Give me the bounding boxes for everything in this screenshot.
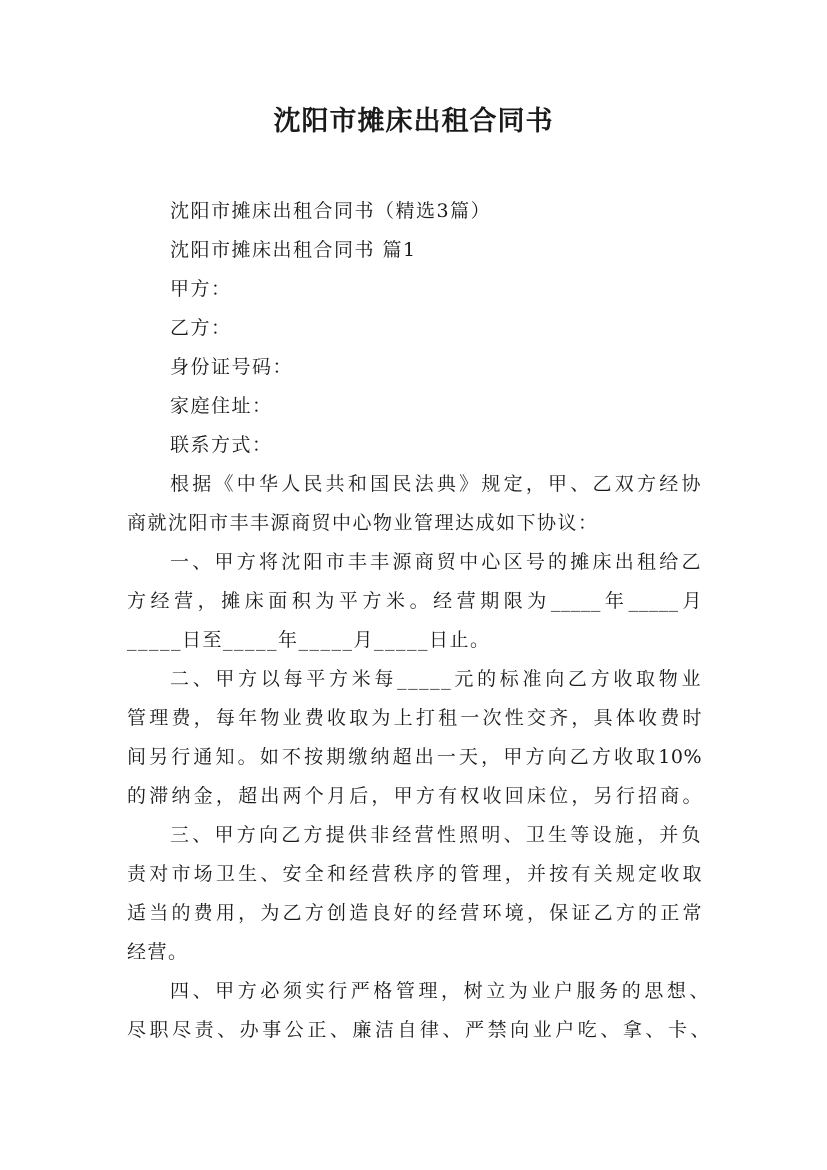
paragraph-line: 商就沈阳市丰丰源商贸中心物业管理达成如下协议： bbox=[127, 512, 599, 534]
contact-label: 联系方式： bbox=[170, 434, 273, 456]
id-number-label: 身份证号码： bbox=[170, 356, 294, 378]
paragraph-line: 四、甲方必须实行严格管理，树立为业户服务的思想、 bbox=[170, 980, 710, 1002]
paragraph-line: 三、甲方向乙方提供非经营性照明、卫生等设施，并负 bbox=[170, 824, 702, 846]
paragraph-line: 间另行通知。如不按期缴纳超出一天，甲方向乙方收取10% bbox=[127, 746, 702, 768]
paragraph-line: 责对市场卫生、安全和经营秩序的管理，并按有关规定收取 bbox=[127, 863, 702, 885]
paragraph-line: 管理费，每年物业费收取为上打租一次性交齐，具体收费时 bbox=[127, 707, 702, 729]
paragraph-line: 方经营，摊床面积为平方米。经营期限为_____年_____月 bbox=[127, 590, 702, 612]
paragraph-line: 一、甲方将沈阳市丰丰源商贸中心区号的摊床出租给乙 bbox=[170, 551, 702, 573]
document-title: 沈阳市摊床出租合同书 bbox=[273, 106, 554, 137]
paragraph-line: 根据《中华人民共和国民法典》规定，甲、乙双方经协 bbox=[170, 473, 702, 495]
paragraph-line: 尽职尽责、办事公正、廉洁自律、严禁向业户吃、拿、卡、 bbox=[127, 1019, 710, 1041]
paragraph-line: 经营。 bbox=[127, 941, 189, 963]
paragraph-line: 的滞纳金，超出两个月后，甲方有权收回床位，另行招商。 bbox=[127, 785, 702, 807]
document-subtitle: 沈阳市摊床出租合同书（精选3篇） bbox=[170, 200, 492, 222]
paragraph-line: 二、甲方以每平方米每_____元的标准向乙方收取物业 bbox=[170, 668, 702, 690]
party-a-label: 甲方： bbox=[170, 278, 232, 300]
paragraph-line: _____日至_____年_____月_____日止。 bbox=[127, 629, 491, 651]
home-address-label: 家庭住址： bbox=[170, 395, 273, 417]
paragraph-line: 适当的费用，为乙方创造良好的经营环境，保证乙方的正常 bbox=[127, 902, 702, 924]
party-b-label: 乙方： bbox=[170, 317, 232, 339]
section-heading: 沈阳市摊床出租合同书 篇1 bbox=[170, 239, 417, 261]
